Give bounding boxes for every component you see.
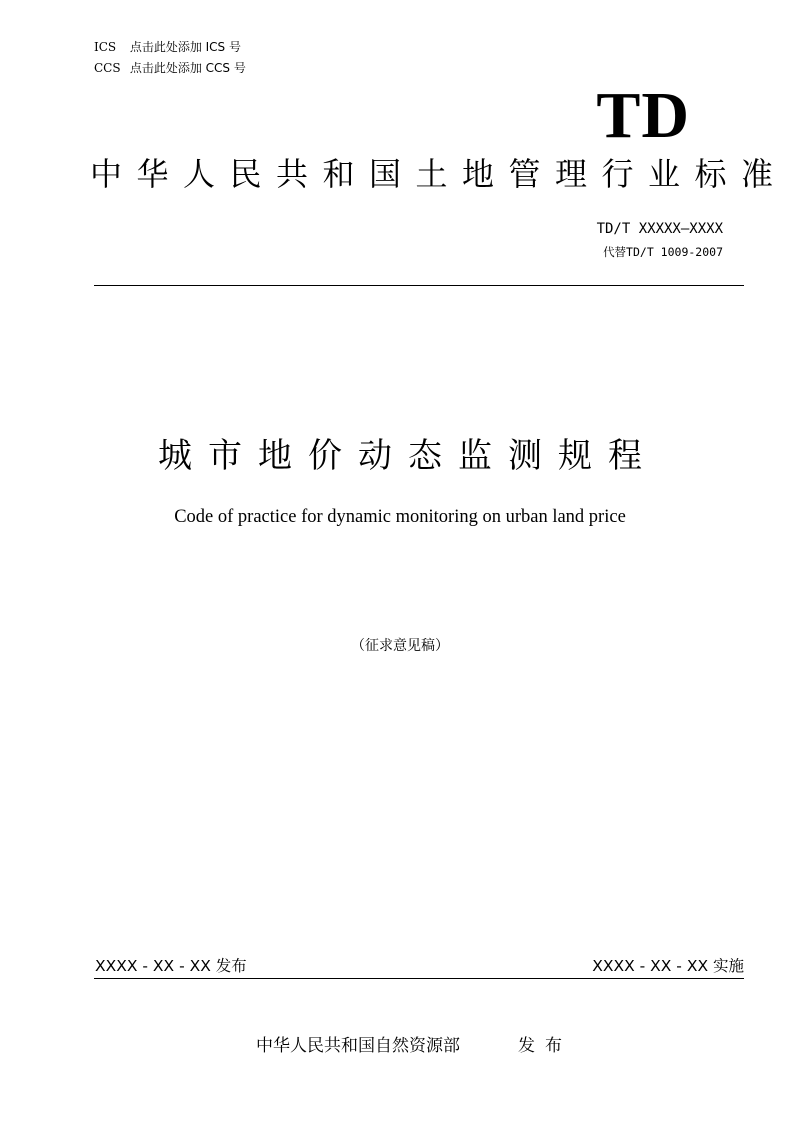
publisher-name: 中华人民共和国自然资源部	[256, 1036, 460, 1056]
publish-label: 发布	[518, 1036, 572, 1056]
ics-line	[94, 40, 241, 54]
ccs-placeholder[interactable]: 点击此处添加 CCS 号	[129, 61, 246, 75]
header-divider	[94, 285, 744, 286]
ics-placeholder[interactable]: 点击此处添加 ICS 号	[129, 40, 241, 54]
implementation-date: XXXX - XX - XX 实施	[592, 957, 744, 975]
ics-code: ICS	[94, 40, 117, 54]
footer-divider	[94, 978, 744, 979]
standard-number: TD/T XXXXX—XXXX	[596, 221, 723, 237]
ccs-code: CCS	[94, 61, 121, 75]
draft-status: （征求意见稿）	[351, 638, 449, 654]
standard-category: 中华人民共和国土地管理行业标准	[90, 155, 788, 193]
document-title: 城市地价动态监测规程	[158, 436, 658, 476]
document-title-english: Code of practice for dynamic monitoring on urban land price	[174, 507, 626, 527]
replaces-standard: 代替TD/T 1009-2007	[603, 245, 723, 259]
td-logo: TD	[596, 79, 690, 152]
issue-date: XXXX - XX - XX 发布	[95, 957, 247, 975]
ccs-line	[94, 61, 246, 75]
